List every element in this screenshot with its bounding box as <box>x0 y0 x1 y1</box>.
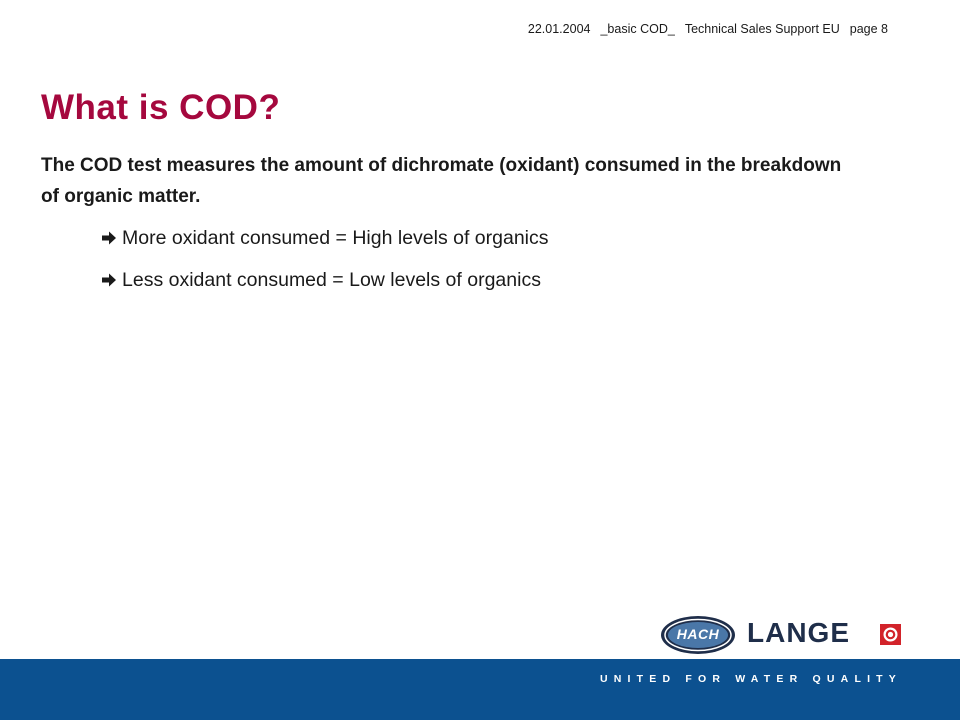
bullet-list <box>101 224 549 308</box>
bullet-item <box>101 224 549 252</box>
slide-header <box>0 22 888 36</box>
header-dept: Technical Sales Support EU <box>684 22 840 36</box>
lange-target-icon <box>880 624 901 645</box>
footer-slogan: UNITED FOR WATER QUALITY <box>599 673 902 685</box>
bullet-item <box>101 266 549 294</box>
right-arrow-icon <box>101 272 117 288</box>
footer-band <box>0 659 960 720</box>
bullet-text: Less oxidant consumed = Low levels of organics <box>122 268 541 291</box>
header-date: 22.01.2004 <box>527 22 591 36</box>
slide-title: What is COD? <box>41 88 281 127</box>
right-arrow-icon <box>101 230 117 246</box>
header-page: page 8 <box>849 22 888 36</box>
header-doc: _basic COD_ <box>600 22 675 36</box>
hach-logo-text: HACH <box>676 626 720 642</box>
bullet-text: More oxidant consumed = High levels of organics <box>122 226 549 249</box>
brand-logo <box>660 613 910 657</box>
lead-paragraph: The COD test measures the amount of dichromate (oxidant) consumed in the breakdown of organic matter. <box>41 155 842 207</box>
lange-logo-text: LANGE <box>747 617 850 648</box>
